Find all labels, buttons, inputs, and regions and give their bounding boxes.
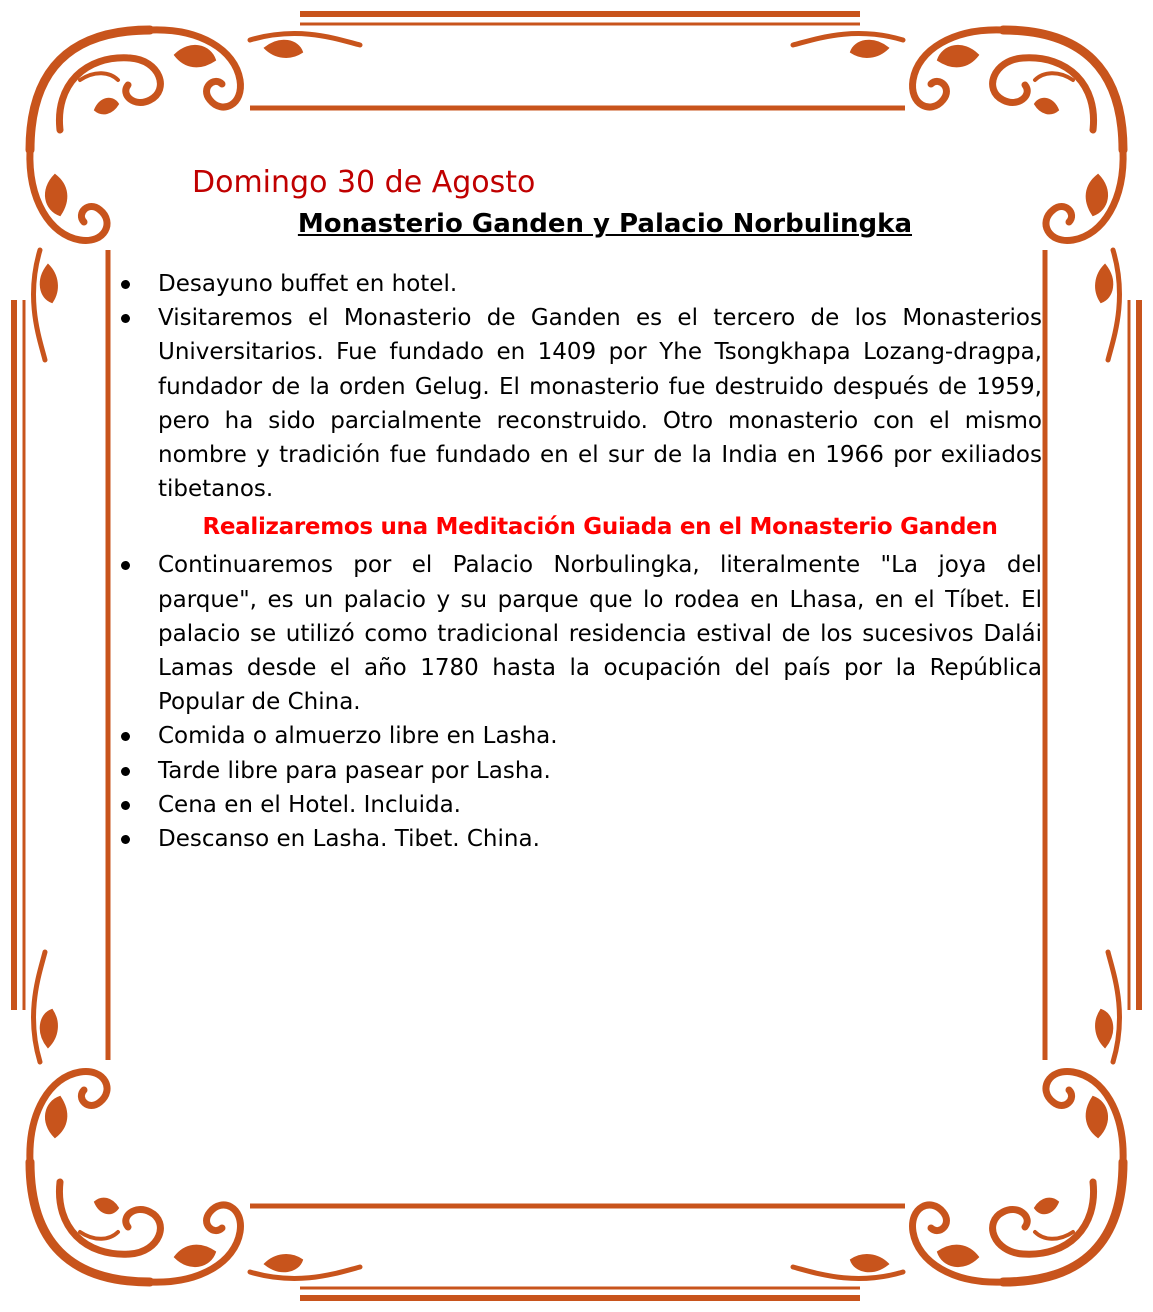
list-item: Tarde libre para pasear por Lasha.	[118, 754, 1042, 788]
bullet-dot-icon	[121, 280, 130, 289]
bullet-dot-icon	[121, 732, 130, 741]
bullet-dot-icon	[121, 561, 130, 570]
bullet-dot-icon	[121, 801, 130, 810]
list-item: Visitaremos el Monasterio de Ganden es el tercero de los Monasterios Universitarios. Fue fundado en 1409 por Yhe Tsongkhapa Lozang-dragpa, fundador de la orden Gelug. El monasterio fue destruido después de 1959, pero ha sido parcialmente reconstruido. Otro monasterio con el mismo nombre y tradición fue fundado en el sur de la India en 1966 por exiliados tibetanos.	[118, 301, 1042, 506]
list-item: Cena en el Hotel. Incluida.	[118, 788, 1042, 822]
bullet-dot-icon	[121, 835, 130, 844]
frame-corner-bottom-right-icon	[793, 952, 1123, 1282]
itinerary-content	[118, 160, 1042, 856]
bullet-dot-icon	[121, 314, 130, 323]
list-item: Descanso en Lasha. Tibet. China.	[118, 822, 1042, 856]
list-item: Continuaremos por el Palacio Norbulingka, literalmente "La joya del parque", es un palacio y su parque que lo rodea en Lhasa, en el Tíbet. El palacio se utilizó como tradicional residencia estival de los sucesivos Dalái Lamas desde el año 1780 hasta la ocupación del país por la República Popular de China.	[118, 548, 1042, 719]
bullet-dot-icon	[121, 767, 130, 776]
frame-corner-bottom-left-icon	[30, 952, 360, 1282]
activities-list-1	[118, 267, 1042, 506]
list-item: Comida o almuerzo libre en Lasha.	[118, 719, 1042, 753]
activities-list-2	[118, 548, 1042, 856]
list-item: Desayuno buffet en hotel.	[118, 267, 1042, 301]
day-subtitle: Monasterio Ganden y Palacio Norbulingka	[297, 209, 912, 239]
day-title: Domingo 30 de Agosto	[192, 165, 536, 200]
meditation-highlight: Realizaremos una Meditación Guiada en el Monasterio Ganden	[202, 514, 998, 541]
